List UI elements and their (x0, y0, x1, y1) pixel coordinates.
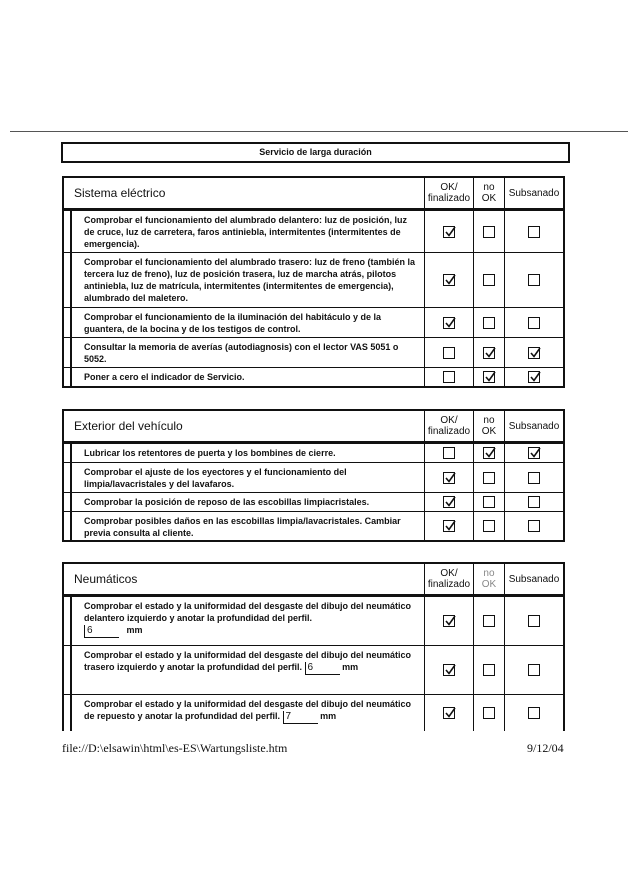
section-title: Neumáticos (64, 564, 425, 594)
subsanado-checkbox[interactable] (528, 226, 540, 238)
no-ok-checkbox[interactable] (483, 274, 495, 286)
table-row (64, 211, 563, 253)
column-no-ok (474, 411, 505, 441)
row-text: Comprobar el ajuste de los eyectores y el funcionamiento del limpia/lavacristales y del lavafaros. (64, 463, 425, 492)
ok-checkbox[interactable] (443, 447, 455, 459)
table-row (64, 695, 563, 731)
table-row (64, 597, 563, 646)
section-title: Exterior del vehículo (64, 411, 425, 441)
subsanado-checkbox[interactable] (528, 317, 540, 329)
subsanado-checkbox[interactable] (528, 707, 540, 719)
table-row (64, 512, 563, 540)
ok-checkbox[interactable] (443, 371, 455, 383)
row-text-label: Comprobar el estado y la uniformidad del desgaste del dibujo del neumático trasero izquierdo y anotar la profundidad del perfil. (84, 650, 412, 672)
depth-input[interactable]: 6 (84, 625, 119, 638)
check-icon (443, 225, 457, 239)
ok-checkbox[interactable] (443, 615, 455, 627)
no-ok-checkbox[interactable] (483, 472, 495, 484)
row-text: Comprobar el funcionamiento de la iluminación del habitáculo y de la guantera, de la bocina y de los testigos de control. (64, 308, 425, 337)
ok-checkbox[interactable] (443, 664, 455, 676)
section-header (64, 411, 563, 444)
row-text: Poner a cero el indicador de Servicio. (64, 368, 425, 386)
row-text-label: Comprobar el estado y la uniformidad del desgaste del dibujo del neumático delantero izquierdo y anotar la profundidad del perfil. (84, 601, 412, 623)
check-icon (443, 273, 457, 287)
ok-checkbox[interactable] (443, 347, 455, 359)
no-ok-checkbox[interactable] (483, 520, 495, 532)
check-icon (528, 346, 542, 360)
subsanado-checkbox[interactable] (528, 274, 540, 286)
table-row (64, 463, 563, 493)
row-text: Comprobar el funcionamiento del alumbrado trasero: luz de freno (también la tercera luz de freno), luz de posición trasera, luz de marcha atrás, pilotos antiniebla, luz de matrícula, intermitentes (intermitentes de emergencia), alumbrado del maletero. (64, 253, 425, 307)
subsanado-checkbox[interactable] (528, 615, 540, 627)
row-text: Consultar la memoria de averías (autodiagnosis) con el lector VAS 5051 o 5052. (64, 338, 425, 367)
depth-input[interactable]: 6 (305, 662, 340, 675)
subsanado-checkbox[interactable] (528, 447, 540, 459)
check-icon (443, 663, 457, 677)
depth-input[interactable]: 7 (283, 711, 318, 724)
section-title: Sistema eléctrico (64, 178, 425, 208)
no-ok-checkbox[interactable] (483, 664, 495, 676)
ok-checkbox[interactable] (443, 226, 455, 238)
subsanado-checkbox[interactable] (528, 520, 540, 532)
table-row (64, 493, 563, 512)
depth-unit: mm (126, 625, 143, 635)
table-row (64, 338, 563, 368)
column-no-ok-label: no OK (481, 182, 497, 204)
footer-date: 9/12/04 (527, 741, 564, 755)
subsanado-checkbox[interactable] (528, 371, 540, 383)
subsanado-checkbox[interactable] (528, 472, 540, 484)
check-icon (443, 495, 457, 509)
check-icon (483, 346, 497, 360)
row-text-label: Comprobar el estado y la uniformidad del desgaste del dibujo del neumático de repuesto y anotar la profundidad del perfil. (84, 699, 412, 721)
column-subsanado (505, 411, 563, 441)
subsanado-checkbox[interactable] (528, 664, 540, 676)
row-text: Comprobar posibles daños en las escobillas limpia/lavacristales. Cambiar previa consulta al cliente. (64, 512, 425, 540)
column-subsanado (505, 564, 563, 594)
column-no-ok-label: no OK (481, 568, 497, 590)
table-row (64, 253, 563, 308)
table-row (64, 308, 563, 338)
row-text (64, 695, 425, 731)
check-icon (528, 370, 542, 384)
section-electrical (62, 176, 565, 388)
ok-checkbox[interactable] (443, 317, 455, 329)
check-icon (483, 370, 497, 384)
ok-checkbox[interactable] (443, 520, 455, 532)
table-row (64, 444, 563, 463)
column-ok-label: OK/ finalizado (427, 568, 471, 590)
table-row (64, 646, 563, 695)
row-text (64, 646, 425, 694)
no-ok-checkbox[interactable] (483, 317, 495, 329)
column-subsanado-label: Subsanado (508, 187, 560, 199)
section-exterior (62, 409, 565, 542)
column-ok-label: OK/ finalizado (427, 415, 471, 437)
row-text: Comprobar el funcionamiento del alumbrado delantero: luz de posición, luz de cruce, luz de carretera, faros antiniebla, intermitentes (intermitentes de emergencia). (64, 211, 425, 252)
no-ok-checkbox[interactable] (483, 496, 495, 508)
column-subsanado-label: Subsanado (508, 420, 560, 432)
column-subsanado-label: Subsanado (508, 573, 560, 585)
check-icon (443, 519, 457, 533)
check-icon (443, 614, 457, 628)
column-ok-label: OK/ finalizado (427, 182, 471, 204)
row-text: Comprobar la posición de reposo de las escobillas limpiacristales. (64, 493, 425, 511)
check-icon (483, 446, 497, 460)
column-no-ok (474, 564, 505, 594)
table-row (64, 368, 563, 386)
check-icon (528, 446, 542, 460)
no-ok-checkbox[interactable] (483, 226, 495, 238)
ok-checkbox[interactable] (443, 472, 455, 484)
check-icon (443, 471, 457, 485)
subsanado-checkbox[interactable] (528, 496, 540, 508)
check-icon (443, 316, 457, 330)
no-ok-checkbox[interactable] (483, 447, 495, 459)
no-ok-checkbox[interactable] (483, 371, 495, 383)
subsanado-checkbox[interactable] (528, 347, 540, 359)
column-subsanado (505, 178, 563, 208)
no-ok-checkbox[interactable] (483, 615, 495, 627)
column-ok (425, 564, 474, 594)
depth-unit: mm (342, 662, 359, 672)
no-ok-checkbox[interactable] (483, 707, 495, 719)
ok-checkbox[interactable] (443, 496, 455, 508)
ok-checkbox[interactable] (443, 274, 455, 286)
check-icon (443, 706, 457, 720)
column-ok (425, 411, 474, 441)
no-ok-checkbox[interactable] (483, 347, 495, 359)
footer-file-path: file://D:\elsawin\html\es-ES\Wartungsliste.htm (62, 741, 288, 755)
ok-checkbox[interactable] (443, 707, 455, 719)
column-ok (425, 178, 474, 208)
column-no-ok-label: no OK (481, 415, 497, 437)
column-no-ok (474, 178, 505, 208)
row-text (64, 597, 425, 645)
depth-unit: mm (320, 711, 337, 721)
section-tyres (62, 562, 565, 731)
top-rule (10, 131, 628, 132)
section-header (64, 564, 563, 597)
document-title: Servicio de larga duración (61, 142, 570, 163)
section-header (64, 178, 563, 211)
row-text: Lubricar los retentores de puerta y los bombines de cierre. (64, 444, 425, 462)
